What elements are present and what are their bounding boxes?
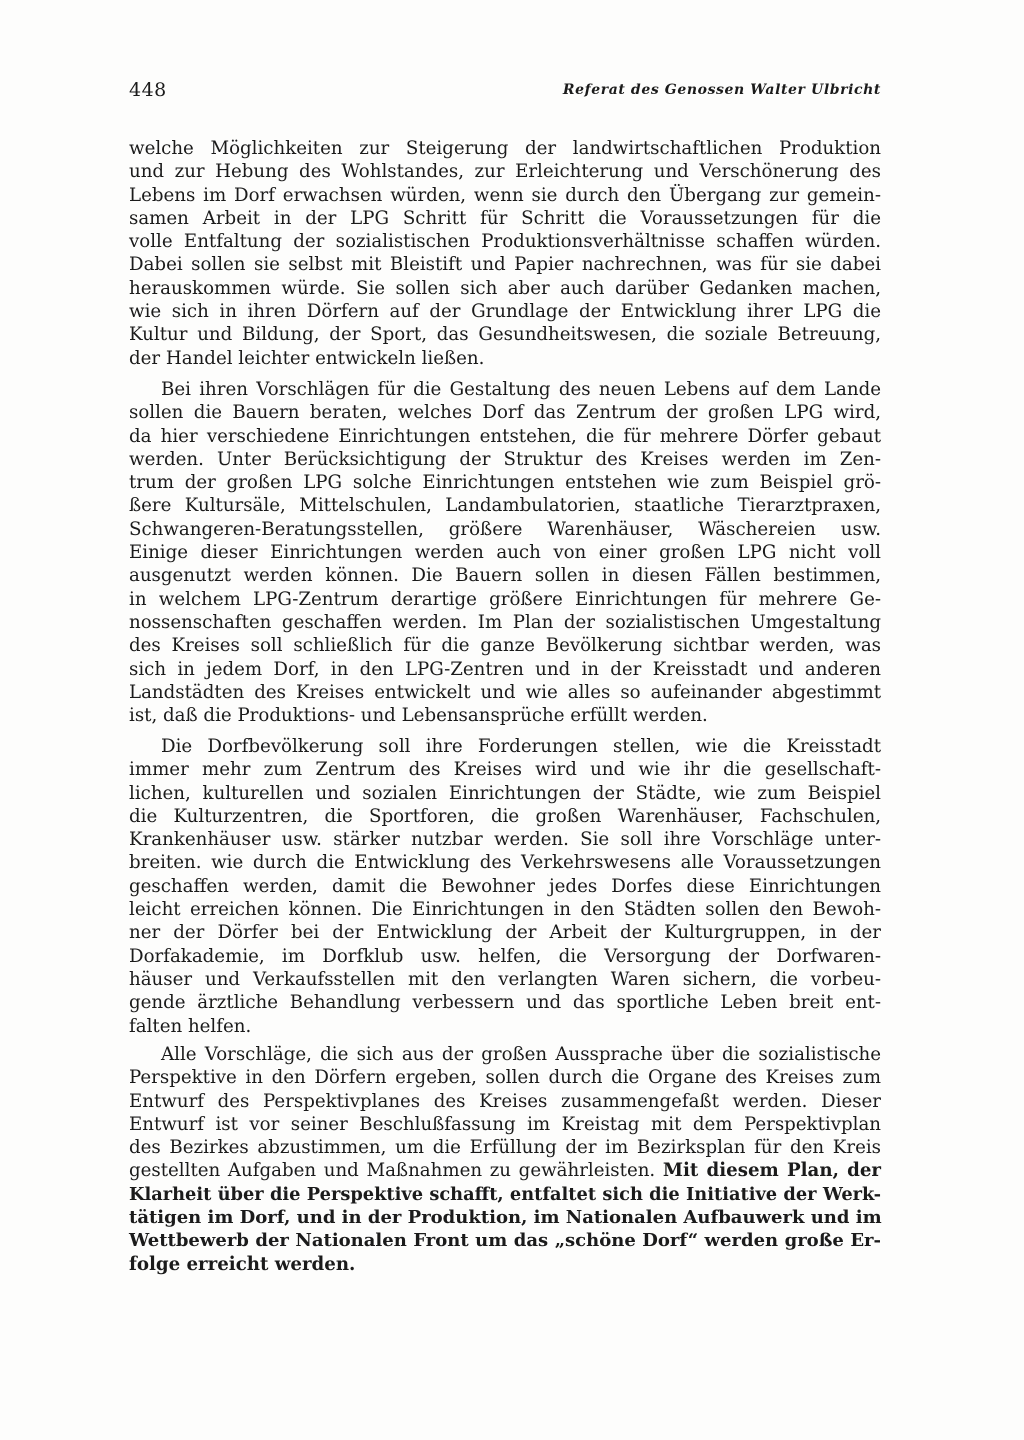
text-line: Einige dieser Einrichtungen werden auch von einer großen LPG nicht voll [129, 542, 881, 564]
text-line: Entwurf ist vor seiner Beschlußfassung im Kreistag mit dem Perspektivplan [129, 1113, 881, 1135]
text-line: des Bezirkes abzustimmen, um die Erfüllung der im Bezirksplan für den Kreis [129, 1137, 881, 1159]
text-line: geschaffen werden, damit die Bewohner jedes Dorfes diese Einrichtungen [129, 875, 881, 897]
text-line: die Kulturzentren, die Sportforen, die großen Warenhäuser, Fachschulen, [129, 805, 881, 827]
text-line: falten helfen. [129, 1015, 252, 1037]
bold-text-line: Klarheit über die Perspektive schafft, entfaltet sich die Initiative der Werk- [129, 1183, 881, 1205]
text-line: Dorfakademie, im Dorfklub usw. helfen, die Versorgung der Dorfwaren- [129, 945, 881, 967]
text-line: werden. Unter Berücksichtigung der Struktur des Kreises werden im Zen- [129, 448, 881, 470]
page-header [129, 78, 881, 102]
text-line: häuser und Verkaufsstellen mit den verlangten Waren sichern, die vorbeu- [129, 968, 881, 990]
text-line: und zur Hebung des Wohlstandes, zur Erleichterung und Verschönerung des [129, 161, 881, 183]
running-title: Referat des Genossen Walter Ulbricht [562, 82, 881, 98]
text-line: gende ärztliche Behandlung verbessern und das sportliche Leben breit ent- [129, 992, 881, 1014]
text-line: nossenschaften geschaffen werden. Im Plan der sozialistischen Umgestaltung [129, 611, 881, 633]
text-line: Lebens im Dorf erwachsen würden, wenn sie durch den Übergang zur gemein- [129, 184, 881, 206]
bold-text-line: folge erreicht werden. [129, 1253, 356, 1275]
text-line: Bei ihren Vorschlägen für die Gestaltung des neuen Lebens auf dem Lande [161, 379, 881, 400]
text-line: breiten. wie durch die Entwicklung des Verkehrswesens alle Voraussetzungen [129, 852, 881, 874]
text-line: ßere Kultursäle, Mittelschulen, Landambulatorien, staatliche Tierarztpraxen, [129, 495, 881, 517]
text-run-bold: Mit diesem Plan, der [662, 1160, 881, 1182]
paragraph-3 [129, 735, 881, 1038]
bold-text-line: tätigen im Dorf, und in der Produktion, im Nationalen Aufbauwerk und im [129, 1207, 882, 1229]
paragraph-1 [129, 137, 881, 370]
text-line: samen Arbeit in der LPG Schritt für Schritt die Voraussetzungen für die [129, 207, 881, 229]
text-line: des Kreises soll schließlich für die ganze Bevölkerung sichtbar werden, was [129, 635, 881, 657]
text-line: Schwangeren-Beratungsstellen, größere Warenhäuser, Wäschereien usw. [129, 518, 881, 540]
text-run-normal: gestellten Aufgaben und Maßnahmen zu gewährleisten. [129, 1160, 663, 1182]
text-line: der Handel leichter entwickeln ließen. [129, 347, 485, 369]
text-line: ist, daß die Produktions- und Lebensansprüche erfüllt werden. [129, 705, 708, 727]
page-number: 448 [129, 79, 167, 101]
text-line: Landstädten des Kreises entwickelt und wie alles so aufeinander abgestimmt [129, 681, 881, 703]
text-line: immer mehr zum Zentrum des Kreises wird und wie ihr die gesellschaft- [129, 759, 881, 781]
text-line: sich in jedem Dorf, in den LPG-Zentren und in der Kreisstadt und anderen [129, 658, 881, 680]
bold-text-line: Wettbewerb der Nationalen Front um das „schöne Dorf“ werden große Er- [129, 1230, 881, 1252]
text-line: in welchem LPG-Zentrum derartige größere Einrichtungen für mehrere Ge- [129, 588, 881, 610]
text-line: herauskommen würde. Sie sollen sich aber auch darüber Gedanken machen, [129, 277, 881, 299]
text-line: welche Möglichkeiten zur Steigerung der landwirtschaftlichen Produktion [129, 138, 881, 159]
text-line-mixed [129, 1159, 881, 1182]
text-line: sollen die Bauern beraten, welches Dorf das Zentrum der großen LPG wird, [129, 402, 881, 424]
text-line: ner der Dörfer bei der Entwicklung der Arbeit der Kulturgruppen, in der [129, 922, 881, 944]
text-line: Die Dorfbevölkerung soll ihre Forderungen stellen, wie die Kreisstadt [161, 736, 881, 757]
paragraph-2 [129, 378, 881, 727]
paragraph-4 [129, 1043, 881, 1276]
text-line: Alle Vorschläge, die sich aus der großen Aussprache über die sozialistische [161, 1044, 881, 1065]
text-line: Krankenhäuser usw. stärker nutzbar werden. Sie soll ihre Vorschläge unter- [129, 829, 881, 851]
text-line: Entwurf des Perspektivplanes des Kreises zusammengefaßt werden. Dieser [129, 1090, 881, 1112]
text-line: Perspektive in den Dörfern ergeben, sollen durch die Organe des Kreises zum [129, 1067, 881, 1089]
text-line: volle Entfaltung der sozialistischen Produktionsverhältnisse schaffen würden. [129, 231, 881, 253]
text-line: lichen, kulturellen und sozialen Einrichtungen der Städte, wie zum Beispiel [129, 782, 881, 804]
text-line: ausgenutzt werden können. Die Bauern sollen in diesen Fällen bestimmen, [129, 565, 881, 587]
text-line: da hier verschiedene Einrichtungen entstehen, die für mehrere Dörfer gebaut [129, 425, 881, 447]
text-line: Kultur und Bildung, der Sport, das Gesundheitswesen, die soziale Betreuung, [129, 324, 881, 346]
text-line: leicht erreichen können. Die Einrichtungen in den Städten sollen den Bewoh- [129, 899, 881, 921]
text-line: trum der großen LPG solche Einrichtungen entstehen wie zum Beispiel grö- [129, 472, 881, 494]
text-line: Dabei sollen sie selbst mit Bleistift und Papier nachrechnen, was für sie dabei [129, 254, 881, 276]
text-line: wie sich in ihren Dörfern auf der Grundlage der Entwicklung ihrer LPG die [129, 301, 881, 323]
